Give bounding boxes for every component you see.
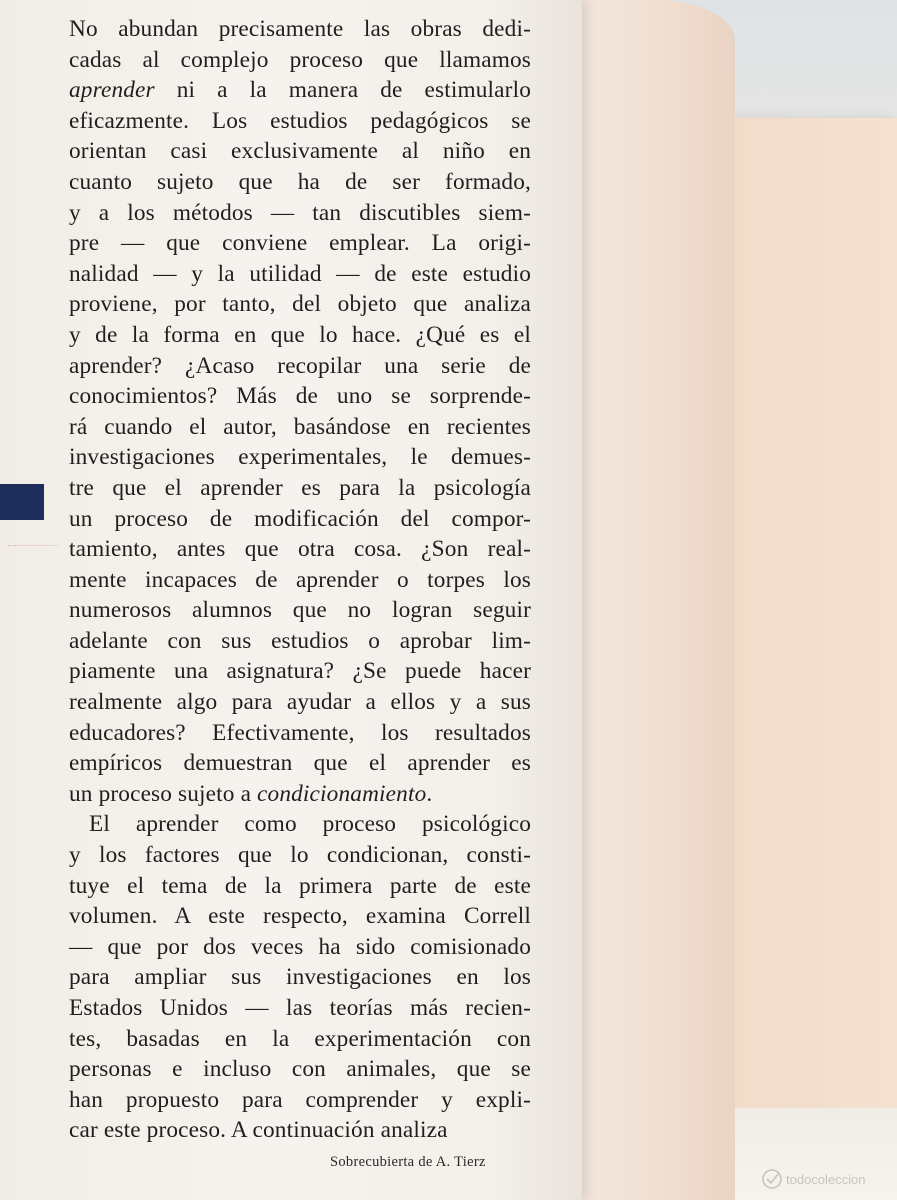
- text-line: pre — que conviene emplear. La origi-: [69, 230, 531, 257]
- show-through-marks: [8, 545, 58, 556]
- italic-term: condicionamiento: [257, 780, 427, 807]
- text-line: cuanto sujeto que ha de ser formado,: [69, 168, 531, 195]
- text-line: El aprender como proceso psicológico: [89, 811, 531, 838]
- text-line: conocimientos? Más de uno se sorprende-: [69, 383, 531, 410]
- paragraph-1: [69, 14, 531, 809]
- text-line: un proceso de modificación del compor-: [69, 505, 531, 532]
- italic-term: aprender: [69, 77, 155, 104]
- text-line: y los factores que lo condicionan, consti-: [69, 842, 531, 869]
- text-fragment: un proceso sujeto a: [69, 780, 258, 807]
- cover-credit: Sobrecubierta de A. Tierz: [330, 1154, 486, 1170]
- text-line: rá cuando el autor, basándose en recientes: [69, 413, 531, 440]
- text-line: car este proceso. A continuación analiza: [69, 1117, 448, 1144]
- text-line: No abundan precisamente las obras dedi-: [69, 16, 531, 42]
- text-line: para ampliar sus investigaciones en los: [69, 964, 531, 991]
- paragraph-2: [69, 809, 531, 1146]
- text-line: numerosos alumnos que no logran seguir: [69, 597, 531, 624]
- curved-page: [575, 0, 735, 1200]
- text-line: tes, basadas en la experimentación con: [69, 1025, 531, 1052]
- svg-text:todocoleccion: todocoleccion: [786, 1172, 866, 1187]
- text-line: mente incapaces de aprender o torpes los: [69, 566, 531, 593]
- text-line: adelante con sus estudios o aprobar lim-: [69, 627, 531, 654]
- text-line: tuye el tema de la primera parte de este: [69, 872, 531, 899]
- text-line: y de la forma en que lo hace. ¿Qué es el: [69, 321, 531, 348]
- text-fragment: ni a la manera de estimularlo: [154, 77, 531, 104]
- text-line: Estados Unidos — las teorías más recien-: [69, 995, 531, 1021]
- text-line: han propuesto para comprender y expli-: [69, 1086, 531, 1113]
- text-line: investigaciones experimentales, le demues-: [69, 444, 531, 471]
- text-line: — que por dos veces ha sido comisionado: [69, 933, 531, 960]
- text-line: orientan casi exclusivamente al niño en: [69, 138, 531, 165]
- text-line: tre que el aprender es para la psicología: [69, 474, 531, 501]
- text-line: eficazmente. Los estudios pedagógicos se: [69, 107, 531, 134]
- blue-spine-mark: [0, 484, 44, 520]
- text-line: cadas al complejo proceso que llamamos: [69, 46, 531, 73]
- text-line: volumen. A este respecto, examina Correll: [69, 903, 531, 930]
- text-line: proviene, por tanto, del objeto que analiza: [69, 291, 531, 318]
- text-line: y a los métodos — tan discutibles siem-: [69, 199, 531, 226]
- text-fragment: .: [426, 780, 433, 807]
- text-line: realmente algo para ayudar a ellos y a sus: [69, 689, 531, 716]
- text-line: personas e incluso con animales, que se: [69, 1056, 531, 1083]
- text-line: aprender? ¿Acaso recopilar una serie de: [69, 352, 531, 379]
- text-line: [69, 779, 531, 810]
- text-line: piamente una asignatura? ¿Se puede hacer: [69, 658, 531, 685]
- flap-text: [69, 14, 531, 1146]
- text-line: nalidad — y la utilidad — de este estudio: [69, 260, 531, 287]
- text-line: empíricos demuestran que el aprender es: [69, 750, 531, 777]
- text-line: [69, 75, 531, 106]
- text-line: tamiento, antes que otra cosa. ¿Son real-: [69, 536, 531, 563]
- text-line: educadores? Efectivamente, los resultados: [69, 719, 531, 746]
- watermark-logo: [760, 1164, 892, 1194]
